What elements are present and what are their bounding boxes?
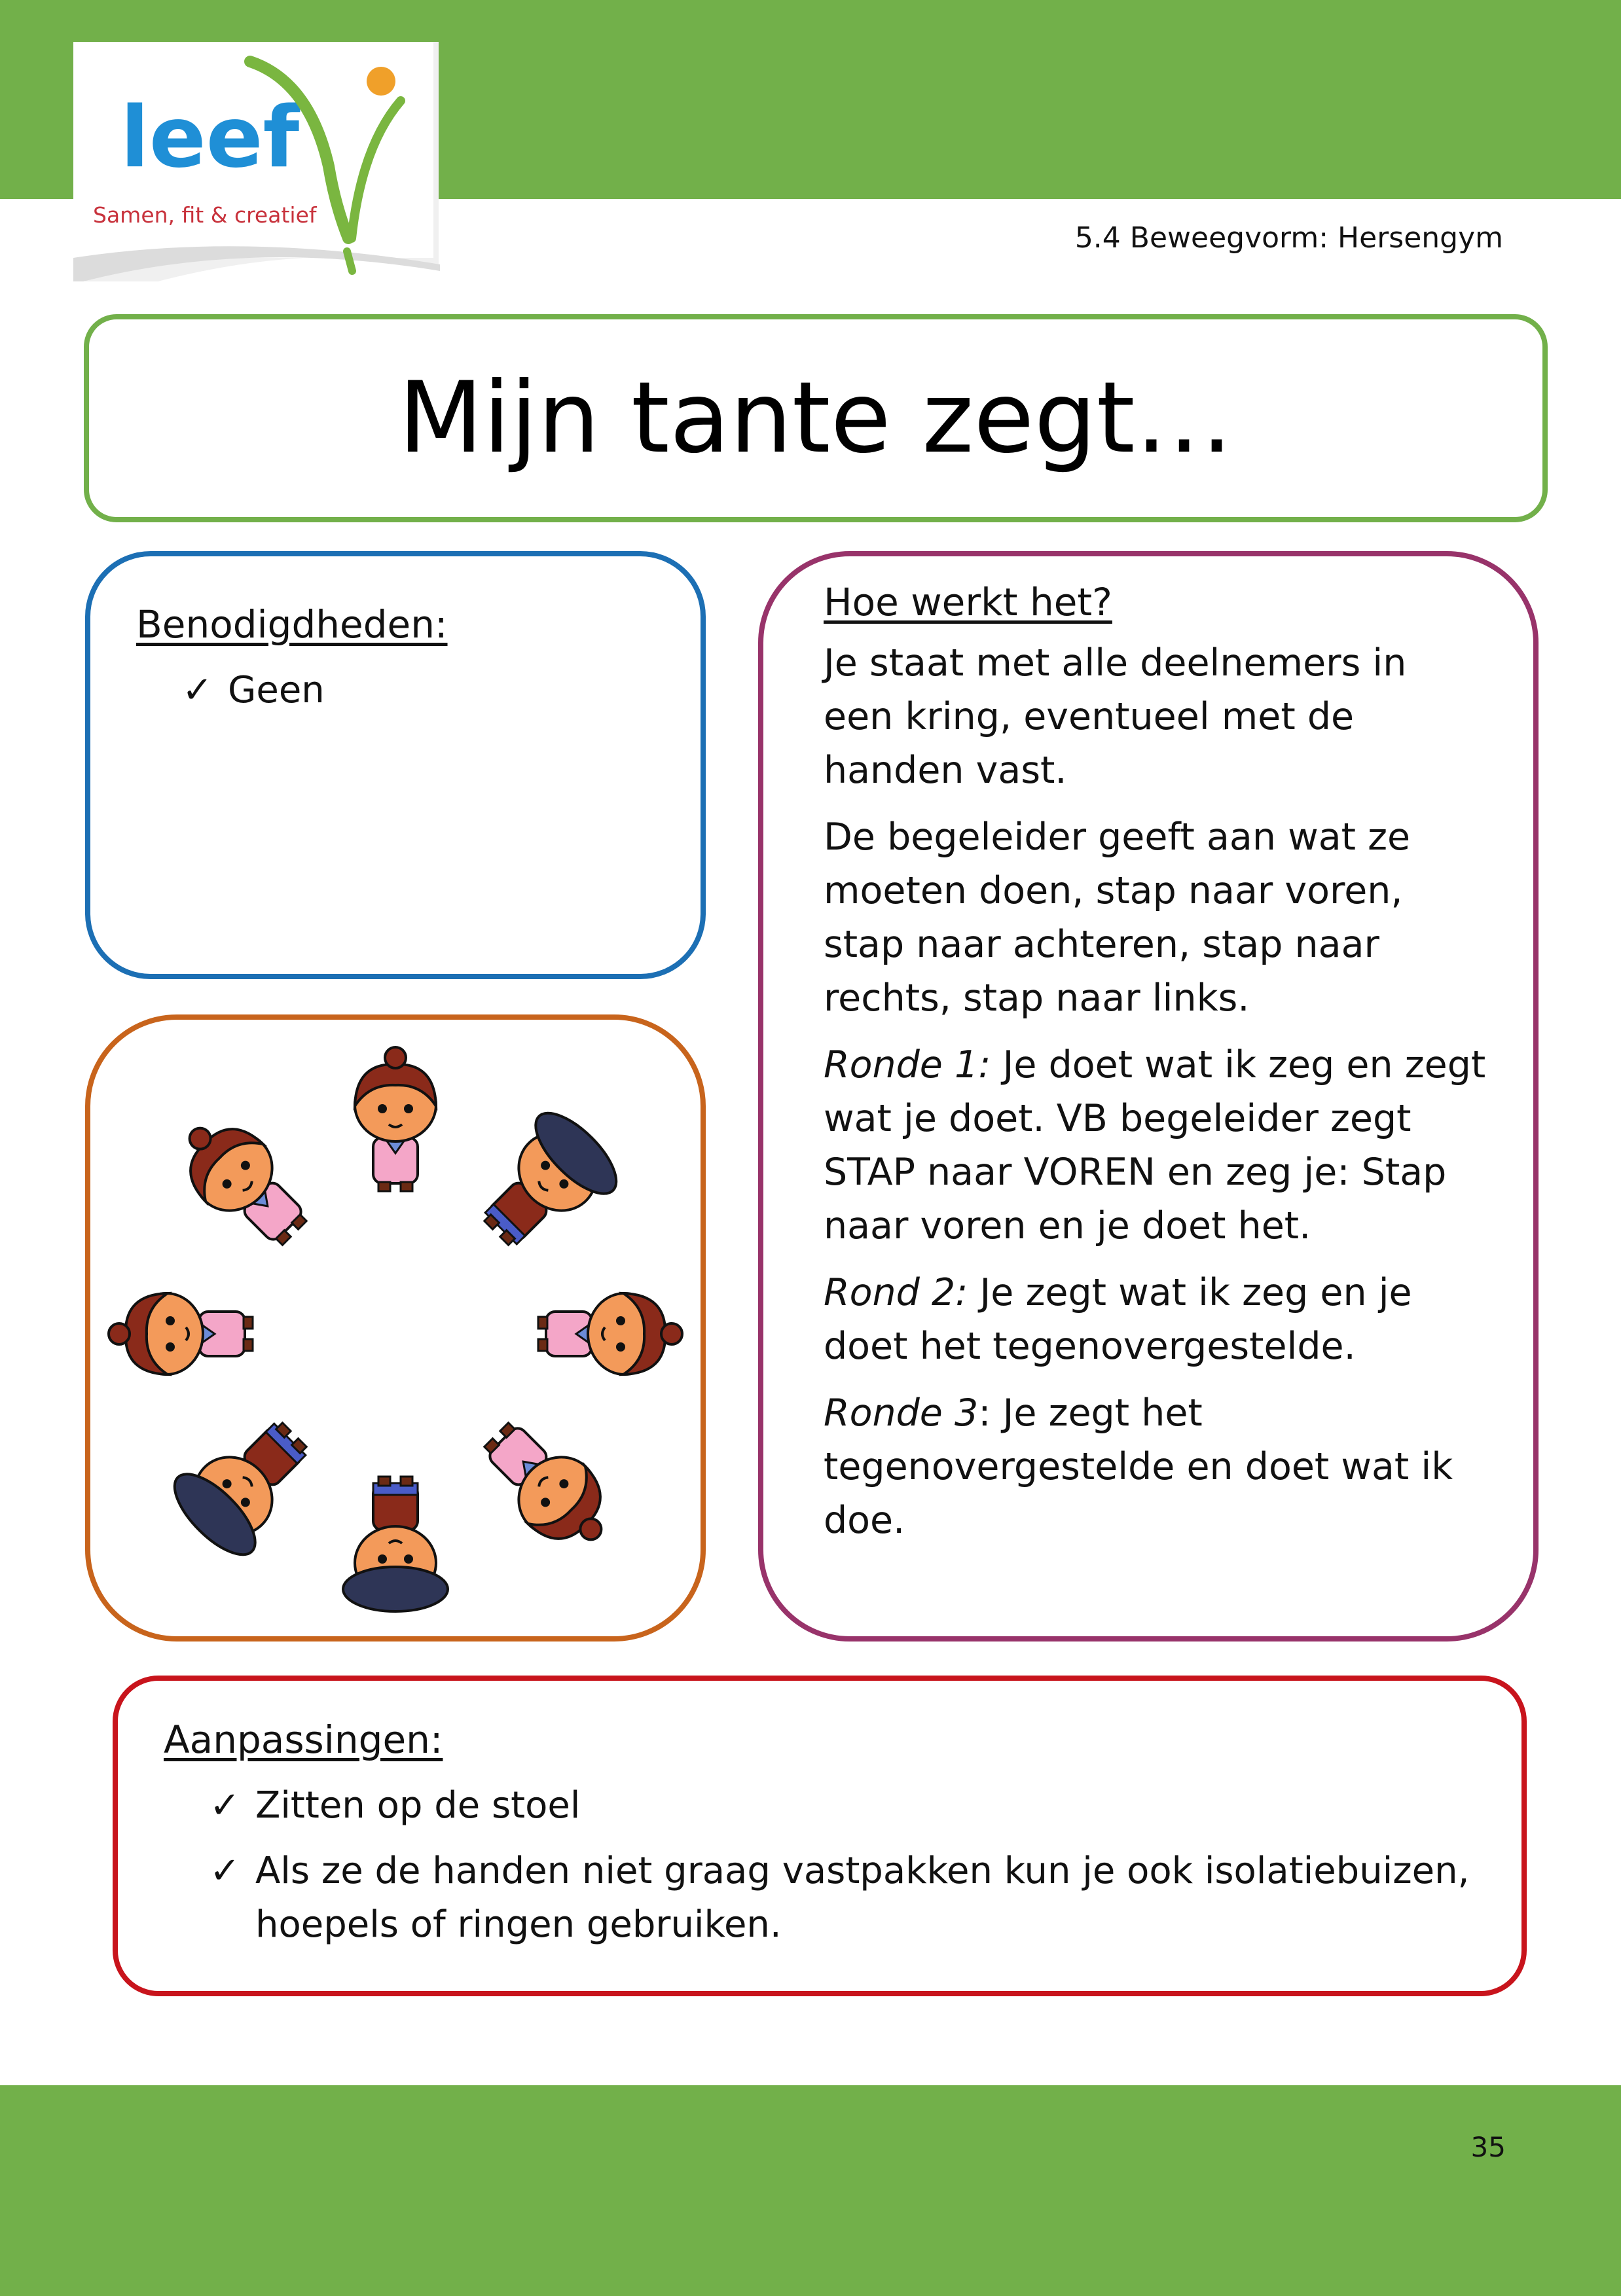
girl-figure <box>467 1406 627 1565</box>
page-number: 35 <box>1470 2131 1506 2163</box>
title-box <box>84 314 1548 522</box>
boy-figure <box>343 1477 448 1611</box>
list-item: ✓ Geen <box>182 664 655 717</box>
needs-heading: Benodigdheden: <box>136 602 448 647</box>
bottom-band <box>0 2085 1621 2296</box>
check-icon: ✓ <box>209 1784 240 1827</box>
illustration-box <box>85 1014 706 1641</box>
round-1: Ronde 1: Je doet wat ik zeg en zegt wat je doet. VB begeleider zegt STAP naar VOREN en zeg je: Stap naar voren en je doet het. <box>824 1043 1486 1247</box>
girl-figure <box>538 1293 682 1374</box>
adaptations-heading: Aanpassingen: <box>164 1717 443 1762</box>
how-box <box>758 551 1539 1641</box>
adaptations-list <box>164 1779 1476 1952</box>
needs-box <box>85 551 706 979</box>
list-item: ✓ Als ze de handen niet graag vastpakken kun je ook isolatiebuizen, hoepels of ringen gebruiken. <box>209 1844 1476 1952</box>
section-label: 5.4 Beweegvorm: Hersengym <box>1074 221 1503 255</box>
check-icon: ✓ <box>182 669 213 711</box>
logo-tagline: Samen, fit & creatief <box>93 202 317 228</box>
adaptations-box <box>113 1676 1527 1996</box>
page-title: Mijn tante zegt… <box>398 361 1233 475</box>
how-paragraph-2: De begeleider geeft aan wat ze moeten doen, stap naar voren, stap naar achteren, stap naar rechts, stap naar links. <box>824 816 1411 1020</box>
how-paragraph-1: Je staat met alle deelnemers in een kring, eventueel met de handen vast. <box>824 641 1407 792</box>
check-icon: ✓ <box>209 1850 240 1892</box>
girl-figure <box>355 1047 436 1191</box>
girl-figure <box>164 1102 323 1261</box>
list-item: ✓ Zitten op de stoel <box>209 1779 1476 1833</box>
needs-list <box>136 664 655 717</box>
logo <box>73 42 443 281</box>
logo-wordmark: leef <box>120 89 300 187</box>
boy-figure <box>162 1398 332 1568</box>
children-circle-illustration <box>90 1020 701 1636</box>
boy-figure <box>460 1101 629 1270</box>
round-2: Rond 2: Je zegt wat ik zeg en je doet het tegenovergestelde. <box>824 1271 1412 1368</box>
round-3: Ronde 3: Je zegt het tegenovergestelde en doet wat ik doe. <box>824 1391 1453 1542</box>
how-heading: Hoe werkt het? <box>824 580 1112 624</box>
girl-figure <box>109 1293 253 1374</box>
